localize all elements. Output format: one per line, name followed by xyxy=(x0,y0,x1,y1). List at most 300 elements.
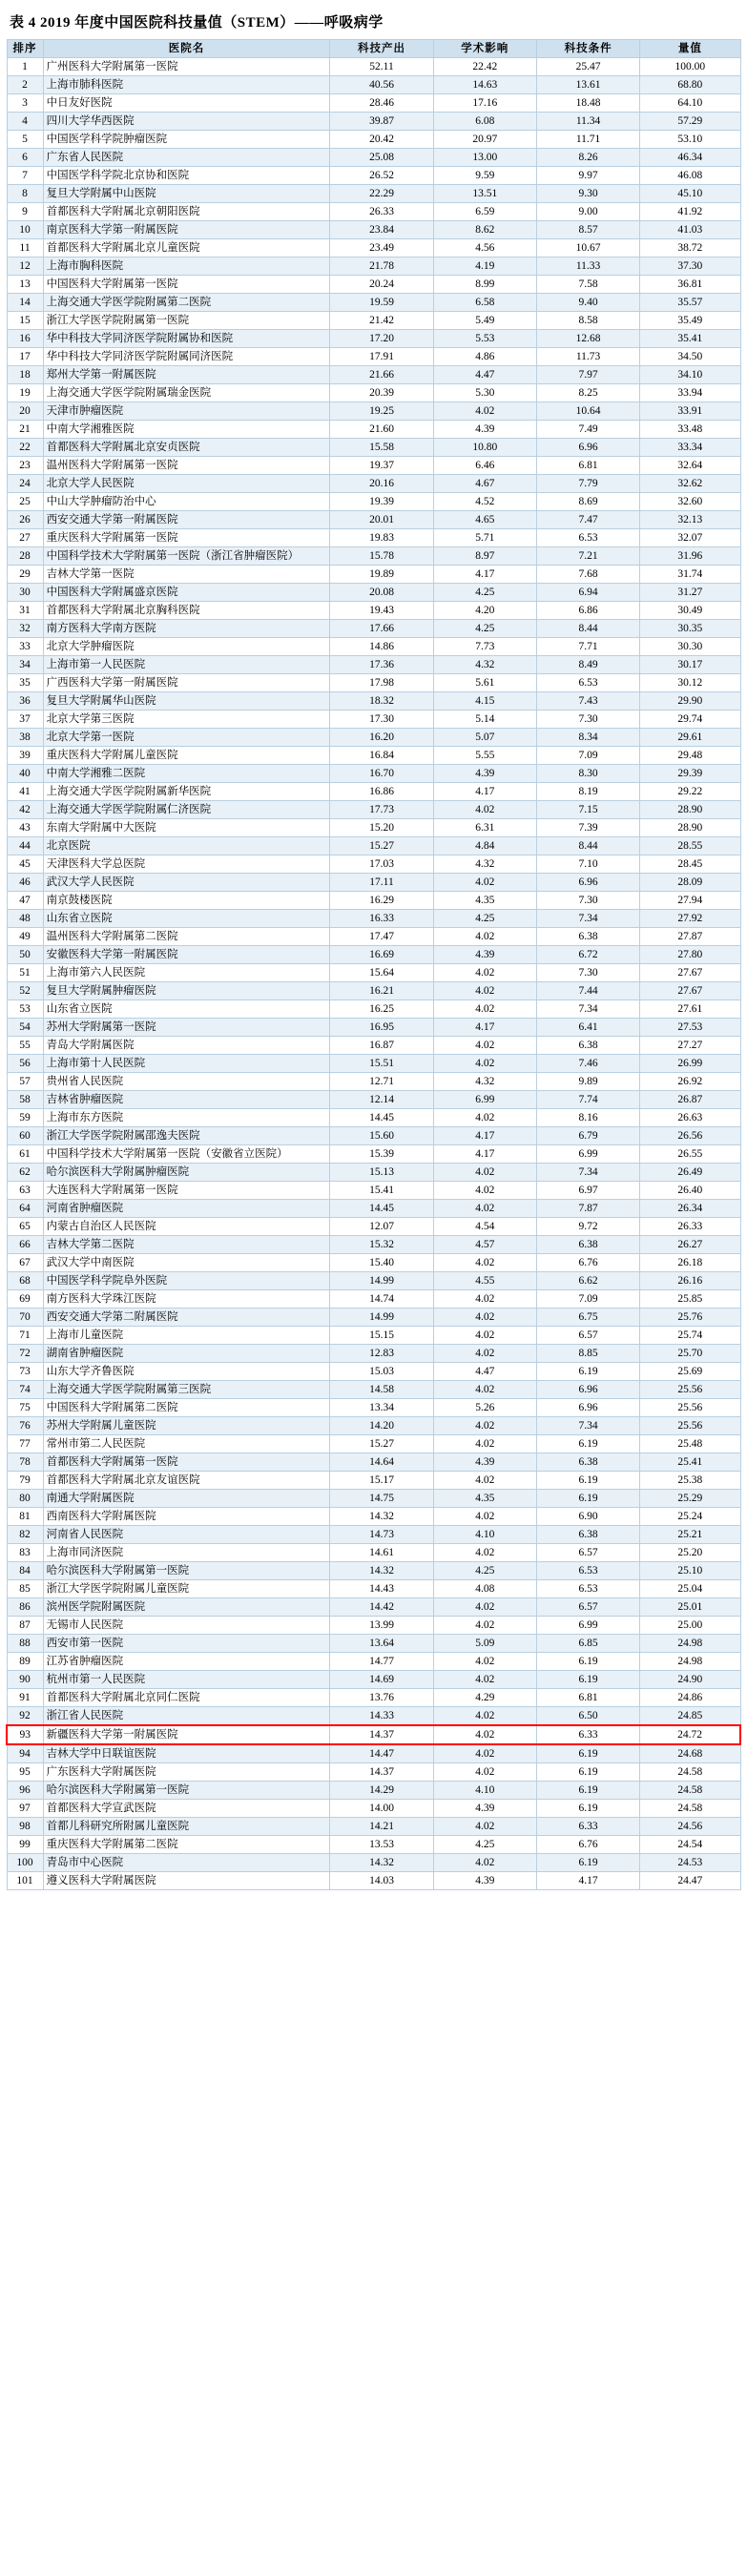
cell-conditions: 6.76 xyxy=(536,1254,639,1272)
column-header-output: 科技产出 xyxy=(330,40,433,58)
cell-output: 17.30 xyxy=(330,711,433,729)
cell-rank: 74 xyxy=(7,1381,43,1399)
cell-impact: 4.29 xyxy=(433,1689,536,1707)
cell-rank: 44 xyxy=(7,837,43,855)
table-row xyxy=(7,1055,740,1073)
cell-output: 15.13 xyxy=(330,1164,433,1182)
table-row xyxy=(7,1689,740,1707)
cell-value: 24.58 xyxy=(640,1782,740,1800)
cell-impact: 20.97 xyxy=(433,131,536,149)
cell-value: 34.10 xyxy=(640,366,740,384)
table-row xyxy=(7,185,740,203)
cell-output: 15.58 xyxy=(330,439,433,457)
cell-rank: 61 xyxy=(7,1145,43,1164)
cell-output: 14.75 xyxy=(330,1490,433,1508)
cell-rank: 4 xyxy=(7,113,43,131)
cell-rank: 5 xyxy=(7,131,43,149)
cell-output: 12.71 xyxy=(330,1073,433,1091)
cell-output: 17.47 xyxy=(330,928,433,946)
cell-value: 27.61 xyxy=(640,1000,740,1019)
cell-conditions: 6.19 xyxy=(536,1854,639,1872)
cell-conditions: 6.19 xyxy=(536,1800,639,1818)
table-row xyxy=(7,747,740,765)
cell-conditions: 8.69 xyxy=(536,493,639,511)
cell-output: 16.33 xyxy=(330,910,433,928)
cell-output: 17.03 xyxy=(330,855,433,874)
cell-hospital: 天津医科大学总医院 xyxy=(43,855,330,874)
cell-hospital: 郑州大学第一附属医院 xyxy=(43,366,330,384)
cell-impact: 4.02 xyxy=(433,1055,536,1073)
cell-value: 46.34 xyxy=(640,149,740,167)
cell-conditions: 12.68 xyxy=(536,330,639,348)
table-row xyxy=(7,1800,740,1818)
table-row xyxy=(7,1635,740,1653)
cell-output: 14.32 xyxy=(330,1562,433,1580)
cell-hospital: 中国医科大学附属第一医院 xyxy=(43,276,330,294)
cell-impact: 5.30 xyxy=(433,384,536,402)
cell-conditions: 25.47 xyxy=(536,58,639,76)
cell-impact: 4.02 xyxy=(433,1164,536,1182)
cell-conditions: 6.97 xyxy=(536,1182,639,1200)
cell-rank: 33 xyxy=(7,638,43,656)
cell-hospital: 山东省立医院 xyxy=(43,1000,330,1019)
cell-rank: 48 xyxy=(7,910,43,928)
cell-output: 17.36 xyxy=(330,656,433,674)
cell-conditions: 6.53 xyxy=(536,1580,639,1598)
cell-rank: 70 xyxy=(7,1309,43,1327)
table-row xyxy=(7,1327,740,1345)
cell-impact: 4.02 xyxy=(433,1290,536,1309)
table-row xyxy=(7,312,740,330)
cell-conditions: 10.64 xyxy=(536,402,639,421)
cell-output: 39.87 xyxy=(330,113,433,131)
cell-rank: 80 xyxy=(7,1490,43,1508)
cell-impact: 4.47 xyxy=(433,366,536,384)
cell-conditions: 6.86 xyxy=(536,602,639,620)
cell-output: 14.32 xyxy=(330,1508,433,1526)
table-row xyxy=(7,910,740,928)
cell-conditions: 8.16 xyxy=(536,1109,639,1127)
cell-hospital: 遵义医科大学附属医院 xyxy=(43,1872,330,1890)
cell-impact: 4.20 xyxy=(433,602,536,620)
cell-hospital: 苏州大学附属第一医院 xyxy=(43,1019,330,1037)
cell-impact: 4.57 xyxy=(433,1236,536,1254)
table-row xyxy=(7,1617,740,1635)
cell-value: 24.90 xyxy=(640,1671,740,1689)
cell-rank: 55 xyxy=(7,1037,43,1055)
cell-hospital: 吉林大学第二医院 xyxy=(43,1236,330,1254)
cell-impact: 4.02 xyxy=(433,1725,536,1744)
table-row xyxy=(7,566,740,584)
cell-rank: 16 xyxy=(7,330,43,348)
cell-output: 14.45 xyxy=(330,1109,433,1127)
cell-conditions: 6.85 xyxy=(536,1635,639,1653)
cell-value: 36.81 xyxy=(640,276,740,294)
cell-impact: 6.46 xyxy=(433,457,536,475)
cell-conditions: 8.19 xyxy=(536,783,639,801)
cell-conditions: 6.96 xyxy=(536,1399,639,1417)
cell-hospital: 滨州医学院附属医院 xyxy=(43,1598,330,1617)
cell-rank: 9 xyxy=(7,203,43,221)
cell-output: 14.42 xyxy=(330,1598,433,1617)
cell-value: 32.07 xyxy=(640,529,740,547)
cell-value: 24.98 xyxy=(640,1653,740,1671)
table-row xyxy=(7,1836,740,1854)
cell-value: 27.80 xyxy=(640,946,740,964)
cell-impact: 4.02 xyxy=(433,1617,536,1635)
cell-output: 15.32 xyxy=(330,1236,433,1254)
cell-value: 53.10 xyxy=(640,131,740,149)
cell-rank: 29 xyxy=(7,566,43,584)
table-row xyxy=(7,76,740,94)
cell-rank: 56 xyxy=(7,1055,43,1073)
cell-impact: 4.02 xyxy=(433,1744,536,1763)
cell-impact: 4.02 xyxy=(433,1109,536,1127)
cell-rank: 101 xyxy=(7,1872,43,1890)
cell-rank: 47 xyxy=(7,892,43,910)
table-row xyxy=(7,167,740,185)
cell-hospital: 武汉大学中南医院 xyxy=(43,1254,330,1272)
cell-output: 14.58 xyxy=(330,1381,433,1399)
cell-rank: 42 xyxy=(7,801,43,819)
cell-rank: 88 xyxy=(7,1635,43,1653)
table-row xyxy=(7,1109,740,1127)
cell-impact: 5.61 xyxy=(433,674,536,692)
cell-hospital: 上海市第六人民医院 xyxy=(43,964,330,982)
cell-conditions: 8.49 xyxy=(536,656,639,674)
table-row xyxy=(7,674,740,692)
cell-value: 26.87 xyxy=(640,1091,740,1109)
cell-impact: 5.71 xyxy=(433,529,536,547)
table-row xyxy=(7,1381,740,1399)
cell-output: 14.29 xyxy=(330,1782,433,1800)
cell-rank: 100 xyxy=(7,1854,43,1872)
cell-rank: 75 xyxy=(7,1399,43,1417)
cell-output: 16.21 xyxy=(330,982,433,1000)
cell-hospital: 南京鼓楼医院 xyxy=(43,892,330,910)
cell-rank: 94 xyxy=(7,1744,43,1763)
cell-impact: 4.08 xyxy=(433,1580,536,1598)
cell-value: 45.10 xyxy=(640,185,740,203)
cell-hospital: 中国医学科学院阜外医院 xyxy=(43,1272,330,1290)
cell-value: 33.48 xyxy=(640,421,740,439)
cell-conditions: 6.90 xyxy=(536,1508,639,1526)
cell-conditions: 6.57 xyxy=(536,1544,639,1562)
cell-output: 20.08 xyxy=(330,584,433,602)
cell-output: 15.41 xyxy=(330,1182,433,1200)
cell-hospital: 哈尔滨医科大学附属第一医院 xyxy=(43,1562,330,1580)
cell-impact: 4.02 xyxy=(433,1653,536,1671)
table-row xyxy=(7,511,740,529)
table-row xyxy=(7,1472,740,1490)
cell-output: 14.69 xyxy=(330,1671,433,1689)
cell-impact: 4.02 xyxy=(433,402,536,421)
cell-output: 21.60 xyxy=(330,421,433,439)
cell-output: 19.37 xyxy=(330,457,433,475)
cell-conditions: 11.73 xyxy=(536,348,639,366)
cell-impact: 4.02 xyxy=(433,1345,536,1363)
table-row xyxy=(7,1399,740,1417)
table-row xyxy=(7,1037,740,1055)
cell-value: 26.18 xyxy=(640,1254,740,1272)
table-row xyxy=(7,1073,740,1091)
cell-hospital: 中国科学技术大学附属第一医院（安徽省立医院） xyxy=(43,1145,330,1164)
cell-impact: 4.10 xyxy=(433,1782,536,1800)
cell-impact: 6.08 xyxy=(433,113,536,131)
cell-value: 27.94 xyxy=(640,892,740,910)
cell-conditions: 6.99 xyxy=(536,1145,639,1164)
cell-output: 20.42 xyxy=(330,131,433,149)
table-row xyxy=(7,1200,740,1218)
cell-hospital: 东南大学附属中大医院 xyxy=(43,819,330,837)
table-row xyxy=(7,1019,740,1037)
cell-conditions: 7.30 xyxy=(536,964,639,982)
cell-conditions: 6.19 xyxy=(536,1671,639,1689)
cell-rank: 78 xyxy=(7,1453,43,1472)
cell-value: 25.56 xyxy=(640,1381,740,1399)
table-row xyxy=(7,1145,740,1164)
cell-rank: 97 xyxy=(7,1800,43,1818)
cell-rank: 62 xyxy=(7,1164,43,1182)
cell-value: 35.57 xyxy=(640,294,740,312)
cell-output: 21.78 xyxy=(330,258,433,276)
cell-rank: 91 xyxy=(7,1689,43,1707)
cell-impact: 5.53 xyxy=(433,330,536,348)
table-row xyxy=(7,1290,740,1309)
cell-conditions: 6.38 xyxy=(536,1037,639,1055)
page-title: 表 4 2019 年度中国医院科技量值（STEM）——呼吸病学 xyxy=(10,15,384,31)
cell-impact: 4.02 xyxy=(433,1182,536,1200)
table-row xyxy=(7,1562,740,1580)
cell-hospital: 华中科技大学同济医学院附属同济医院 xyxy=(43,348,330,366)
cell-impact: 4.17 xyxy=(433,1145,536,1164)
table-row xyxy=(7,294,740,312)
table-row xyxy=(7,384,740,402)
cell-value: 33.91 xyxy=(640,402,740,421)
cell-hospital: 四川大学华西医院 xyxy=(43,113,330,131)
cell-value: 25.01 xyxy=(640,1598,740,1617)
cell-hospital: 江苏省肿瘤医院 xyxy=(43,1653,330,1671)
cell-rank: 24 xyxy=(7,475,43,493)
cell-output: 14.37 xyxy=(330,1725,433,1744)
table-row xyxy=(7,1218,740,1236)
cell-hospital: 温州医科大学附属第一医院 xyxy=(43,457,330,475)
cell-value: 41.03 xyxy=(640,221,740,239)
cell-conditions: 8.57 xyxy=(536,221,639,239)
cell-hospital: 大连医科大学附属第一医院 xyxy=(43,1182,330,1200)
cell-conditions: 7.79 xyxy=(536,475,639,493)
cell-impact: 4.02 xyxy=(433,801,536,819)
cell-output: 17.98 xyxy=(330,674,433,692)
cell-output: 16.84 xyxy=(330,747,433,765)
table-row xyxy=(7,1309,740,1327)
cell-value: 24.47 xyxy=(640,1872,740,1890)
cell-value: 30.17 xyxy=(640,656,740,674)
cell-conditions: 10.67 xyxy=(536,239,639,258)
cell-hospital: 首都医科大学宣武医院 xyxy=(43,1800,330,1818)
cell-output: 14.73 xyxy=(330,1526,433,1544)
cell-output: 23.49 xyxy=(330,239,433,258)
table-row xyxy=(7,529,740,547)
cell-impact: 4.35 xyxy=(433,892,536,910)
cell-rank: 58 xyxy=(7,1091,43,1109)
cell-impact: 4.35 xyxy=(433,1490,536,1508)
cell-impact: 4.56 xyxy=(433,239,536,258)
cell-rank: 99 xyxy=(7,1836,43,1854)
cell-rank: 23 xyxy=(7,457,43,475)
cell-value: 24.68 xyxy=(640,1744,740,1763)
table-row xyxy=(7,584,740,602)
cell-impact: 4.86 xyxy=(433,348,536,366)
cell-output: 20.16 xyxy=(330,475,433,493)
cell-hospital: 中日友好医院 xyxy=(43,94,330,113)
cell-output: 40.56 xyxy=(330,76,433,94)
table-row xyxy=(7,221,740,239)
cell-conditions: 6.53 xyxy=(536,529,639,547)
cell-conditions: 8.26 xyxy=(536,149,639,167)
cell-impact: 4.39 xyxy=(433,765,536,783)
cell-hospital: 安徽医科大学第一附属医院 xyxy=(43,946,330,964)
cell-impact: 5.55 xyxy=(433,747,536,765)
cell-value: 37.30 xyxy=(640,258,740,276)
cell-output: 21.42 xyxy=(330,312,433,330)
cell-conditions: 6.41 xyxy=(536,1019,639,1037)
table-row xyxy=(7,801,740,819)
cell-rank: 73 xyxy=(7,1363,43,1381)
cell-output: 16.25 xyxy=(330,1000,433,1019)
cell-rank: 14 xyxy=(7,294,43,312)
cell-hospital: 上海市东方医院 xyxy=(43,1109,330,1127)
cell-conditions: 6.72 xyxy=(536,946,639,964)
cell-conditions: 9.40 xyxy=(536,294,639,312)
cell-conditions: 6.50 xyxy=(536,1707,639,1726)
cell-impact: 6.59 xyxy=(433,203,536,221)
cell-impact: 22.42 xyxy=(433,58,536,76)
cell-value: 25.10 xyxy=(640,1562,740,1580)
cell-conditions: 9.00 xyxy=(536,203,639,221)
cell-impact: 4.25 xyxy=(433,584,536,602)
cell-output: 15.17 xyxy=(330,1472,433,1490)
cell-output: 19.25 xyxy=(330,402,433,421)
cell-impact: 4.02 xyxy=(433,1000,536,1019)
cell-impact: 6.99 xyxy=(433,1091,536,1109)
cell-value: 25.41 xyxy=(640,1453,740,1472)
cell-output: 14.43 xyxy=(330,1580,433,1598)
cell-rank: 92 xyxy=(7,1707,43,1726)
cell-value: 32.62 xyxy=(640,475,740,493)
cell-rank: 1 xyxy=(7,58,43,76)
table-row xyxy=(7,946,740,964)
cell-output: 15.27 xyxy=(330,837,433,855)
table-row xyxy=(7,1818,740,1836)
cell-impact: 4.02 xyxy=(433,1254,536,1272)
cell-conditions: 7.87 xyxy=(536,1200,639,1218)
cell-rank: 84 xyxy=(7,1562,43,1580)
cell-impact: 4.02 xyxy=(433,1598,536,1617)
cell-output: 22.29 xyxy=(330,185,433,203)
cell-value: 26.34 xyxy=(640,1200,740,1218)
table-row xyxy=(7,1453,740,1472)
cell-conditions: 6.94 xyxy=(536,584,639,602)
cell-rank: 66 xyxy=(7,1236,43,1254)
cell-hospital: 吉林大学中日联谊医院 xyxy=(43,1744,330,1763)
cell-conditions: 7.34 xyxy=(536,1417,639,1435)
cell-impact: 4.47 xyxy=(433,1363,536,1381)
cell-impact: 4.15 xyxy=(433,692,536,711)
table-row xyxy=(7,1236,740,1254)
cell-output: 15.40 xyxy=(330,1254,433,1272)
cell-impact: 4.02 xyxy=(433,982,536,1000)
cell-rank: 34 xyxy=(7,656,43,674)
cell-impact: 9.59 xyxy=(433,167,536,185)
cell-value: 25.56 xyxy=(640,1417,740,1435)
cell-value: 38.72 xyxy=(640,239,740,258)
cell-value: 35.41 xyxy=(640,330,740,348)
cell-hospital: 西安交通大学第一附属医院 xyxy=(43,511,330,529)
cell-rank: 54 xyxy=(7,1019,43,1037)
table-row xyxy=(7,819,740,837)
cell-value: 25.38 xyxy=(640,1472,740,1490)
cell-hospital: 上海市胸科医院 xyxy=(43,258,330,276)
cell-hospital: 南方医科大学南方医院 xyxy=(43,620,330,638)
cell-output: 14.74 xyxy=(330,1290,433,1309)
cell-rank: 27 xyxy=(7,529,43,547)
cell-conditions: 7.15 xyxy=(536,801,639,819)
cell-output: 14.86 xyxy=(330,638,433,656)
cell-output: 26.33 xyxy=(330,203,433,221)
column-header-conditions: 科技条件 xyxy=(536,40,639,58)
cell-output: 14.21 xyxy=(330,1818,433,1836)
cell-hospital: 重庆医科大学附属儿童医院 xyxy=(43,747,330,765)
cell-conditions: 6.19 xyxy=(536,1653,639,1671)
cell-value: 28.90 xyxy=(640,801,740,819)
cell-output: 14.64 xyxy=(330,1453,433,1472)
cell-value: 24.85 xyxy=(640,1707,740,1726)
cell-rank: 93 xyxy=(7,1725,43,1744)
cell-hospital: 复旦大学附属中山医院 xyxy=(43,185,330,203)
table-row xyxy=(7,493,740,511)
table-row xyxy=(7,1417,740,1435)
cell-hospital: 广西医科大学第一附属医院 xyxy=(43,674,330,692)
cell-hospital: 华中科技大学同济医学院附属协和医院 xyxy=(43,330,330,348)
cell-impact: 13.00 xyxy=(433,149,536,167)
cell-conditions: 6.96 xyxy=(536,1381,639,1399)
cell-impact: 4.17 xyxy=(433,566,536,584)
cell-rank: 25 xyxy=(7,493,43,511)
cell-conditions: 11.71 xyxy=(536,131,639,149)
cell-hospital: 吉林省肿瘤医院 xyxy=(43,1091,330,1109)
cell-impact: 4.02 xyxy=(433,964,536,982)
table-row xyxy=(7,765,740,783)
cell-output: 17.11 xyxy=(330,874,433,892)
cell-hospital: 西安市第一医院 xyxy=(43,1635,330,1653)
cell-impact: 4.17 xyxy=(433,1019,536,1037)
cell-rank: 60 xyxy=(7,1127,43,1145)
table-row xyxy=(7,149,740,167)
cell-value: 32.64 xyxy=(640,457,740,475)
cell-impact: 4.25 xyxy=(433,1836,536,1854)
cell-output: 14.99 xyxy=(330,1309,433,1327)
table-row xyxy=(7,58,740,76)
cell-impact: 4.02 xyxy=(433,1417,536,1435)
cell-impact: 7.73 xyxy=(433,638,536,656)
table-row xyxy=(7,1127,740,1145)
table-row xyxy=(7,855,740,874)
cell-impact: 4.39 xyxy=(433,1872,536,1890)
table-row xyxy=(7,1254,740,1272)
cell-output: 14.33 xyxy=(330,1707,433,1726)
cell-value: 29.39 xyxy=(640,765,740,783)
